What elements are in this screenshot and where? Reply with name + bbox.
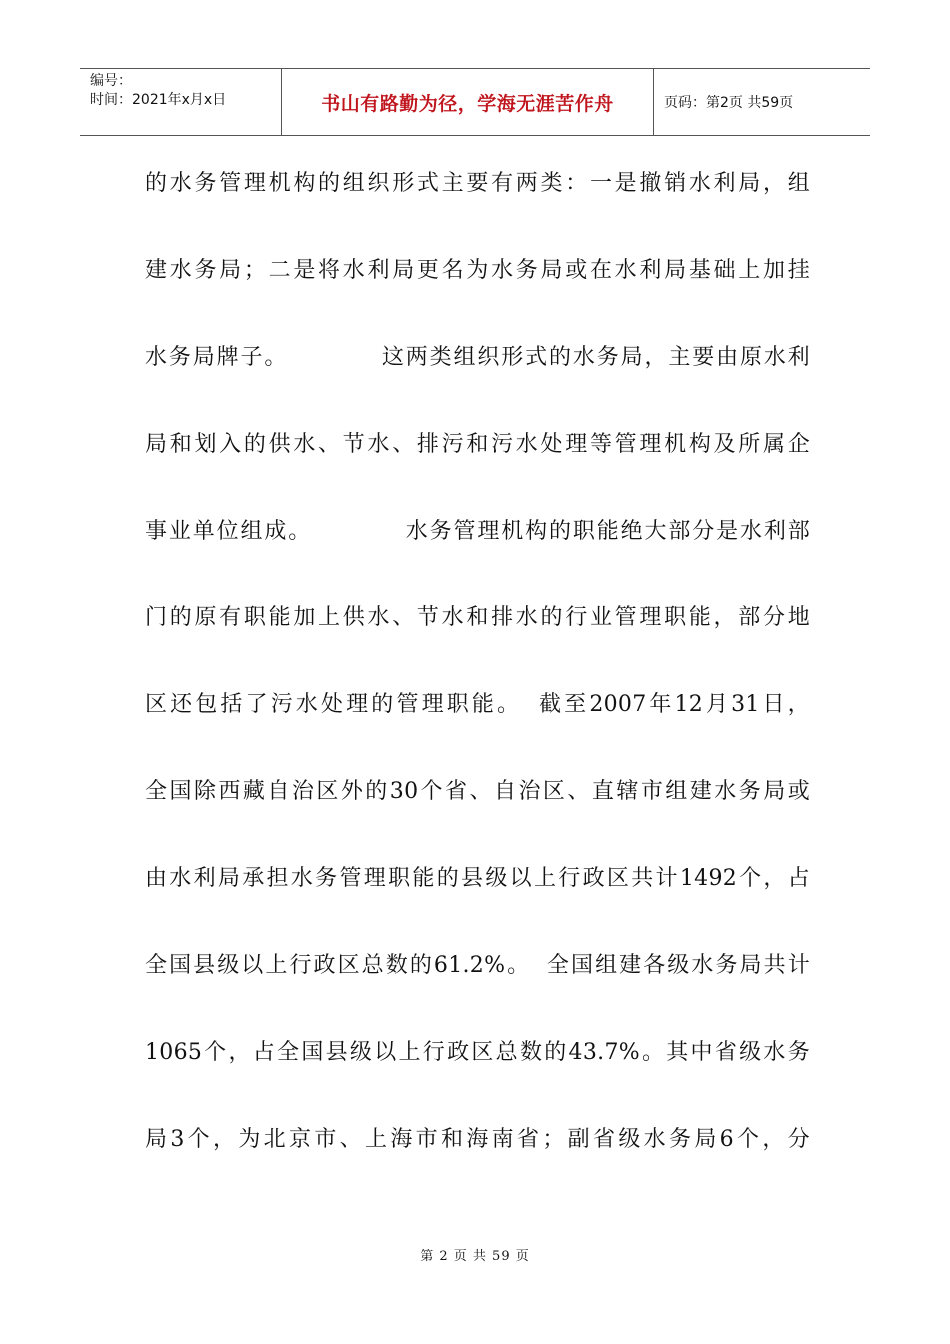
body-line-text: 全国县级以上行政区总数的61.2%。 [145, 953, 532, 979]
body-line [145, 592, 810, 679]
page-header [80, 68, 870, 136]
body-line-text: 由水利局承担水务管理职能的县级以上行政区共计1492个，占 [145, 866, 810, 892]
body-line [145, 1114, 810, 1201]
time-label: 时间：2021年x月x日 [90, 92, 227, 108]
body-line [145, 1027, 810, 1114]
body-line [145, 332, 810, 419]
body-line-text-continued: 水务管理机构的职能绝大部分是水利部 [404, 518, 810, 544]
body-line-text-continued: 这两类组织形式的水务局，主要由原水利 [380, 344, 810, 370]
body-line-text: 局3个，为北京市、上海市和海南省；副省级水务局6个，分 [145, 1126, 810, 1152]
body-line [145, 679, 810, 766]
body-line [145, 419, 810, 506]
body-line-text: 建水务局；二是将水利局更名为水务局或在水利局基础上加挂 [145, 257, 810, 283]
body-line-text: 事业单位组成。 [145, 518, 313, 544]
number-label: 编号： [90, 73, 132, 89]
body-line [145, 506, 810, 593]
body-line-text: 全国除西藏自治区外的30个省、自治区、直辖市组建水务局或 [145, 779, 810, 805]
header-motto: 书山有路勤为径，学海无涯苦作舟 [282, 69, 654, 135]
body-line-text: 局和划入的供水、节水、排污和污水处理等管理机构及所属企 [145, 431, 810, 457]
header-meta [80, 69, 282, 135]
body-line [145, 158, 810, 245]
header-page-info: 页码：第2页 共59页 [664, 95, 794, 111]
body-line-text: 1065个，占全国县级以上行政区总数的43.7%。其中省级水务 [145, 1039, 810, 1065]
body-line-text: 区还包括了污水处理的管理职能。 [145, 692, 523, 718]
body-line [145, 853, 810, 940]
document-body [145, 158, 810, 1201]
body-line [145, 766, 810, 853]
body-line [145, 245, 810, 332]
body-line-text: 水务局牌子。 [145, 344, 289, 370]
body-line-text: 门的原有职能加上供水、节水和排水的行业管理职能，部分地 [145, 605, 810, 631]
body-line-text-continued: 全国组建各级水务局共计 [545, 953, 810, 979]
body-line-text-continued: 截至2007年12月31日， [536, 692, 810, 718]
body-line-text: 的水务管理机构的组织形式主要有两类：一是撤销水利局，组 [145, 171, 810, 196]
page-footer: 第 2 页 共 59 页 [420, 1249, 530, 1264]
body-line [145, 940, 810, 1027]
